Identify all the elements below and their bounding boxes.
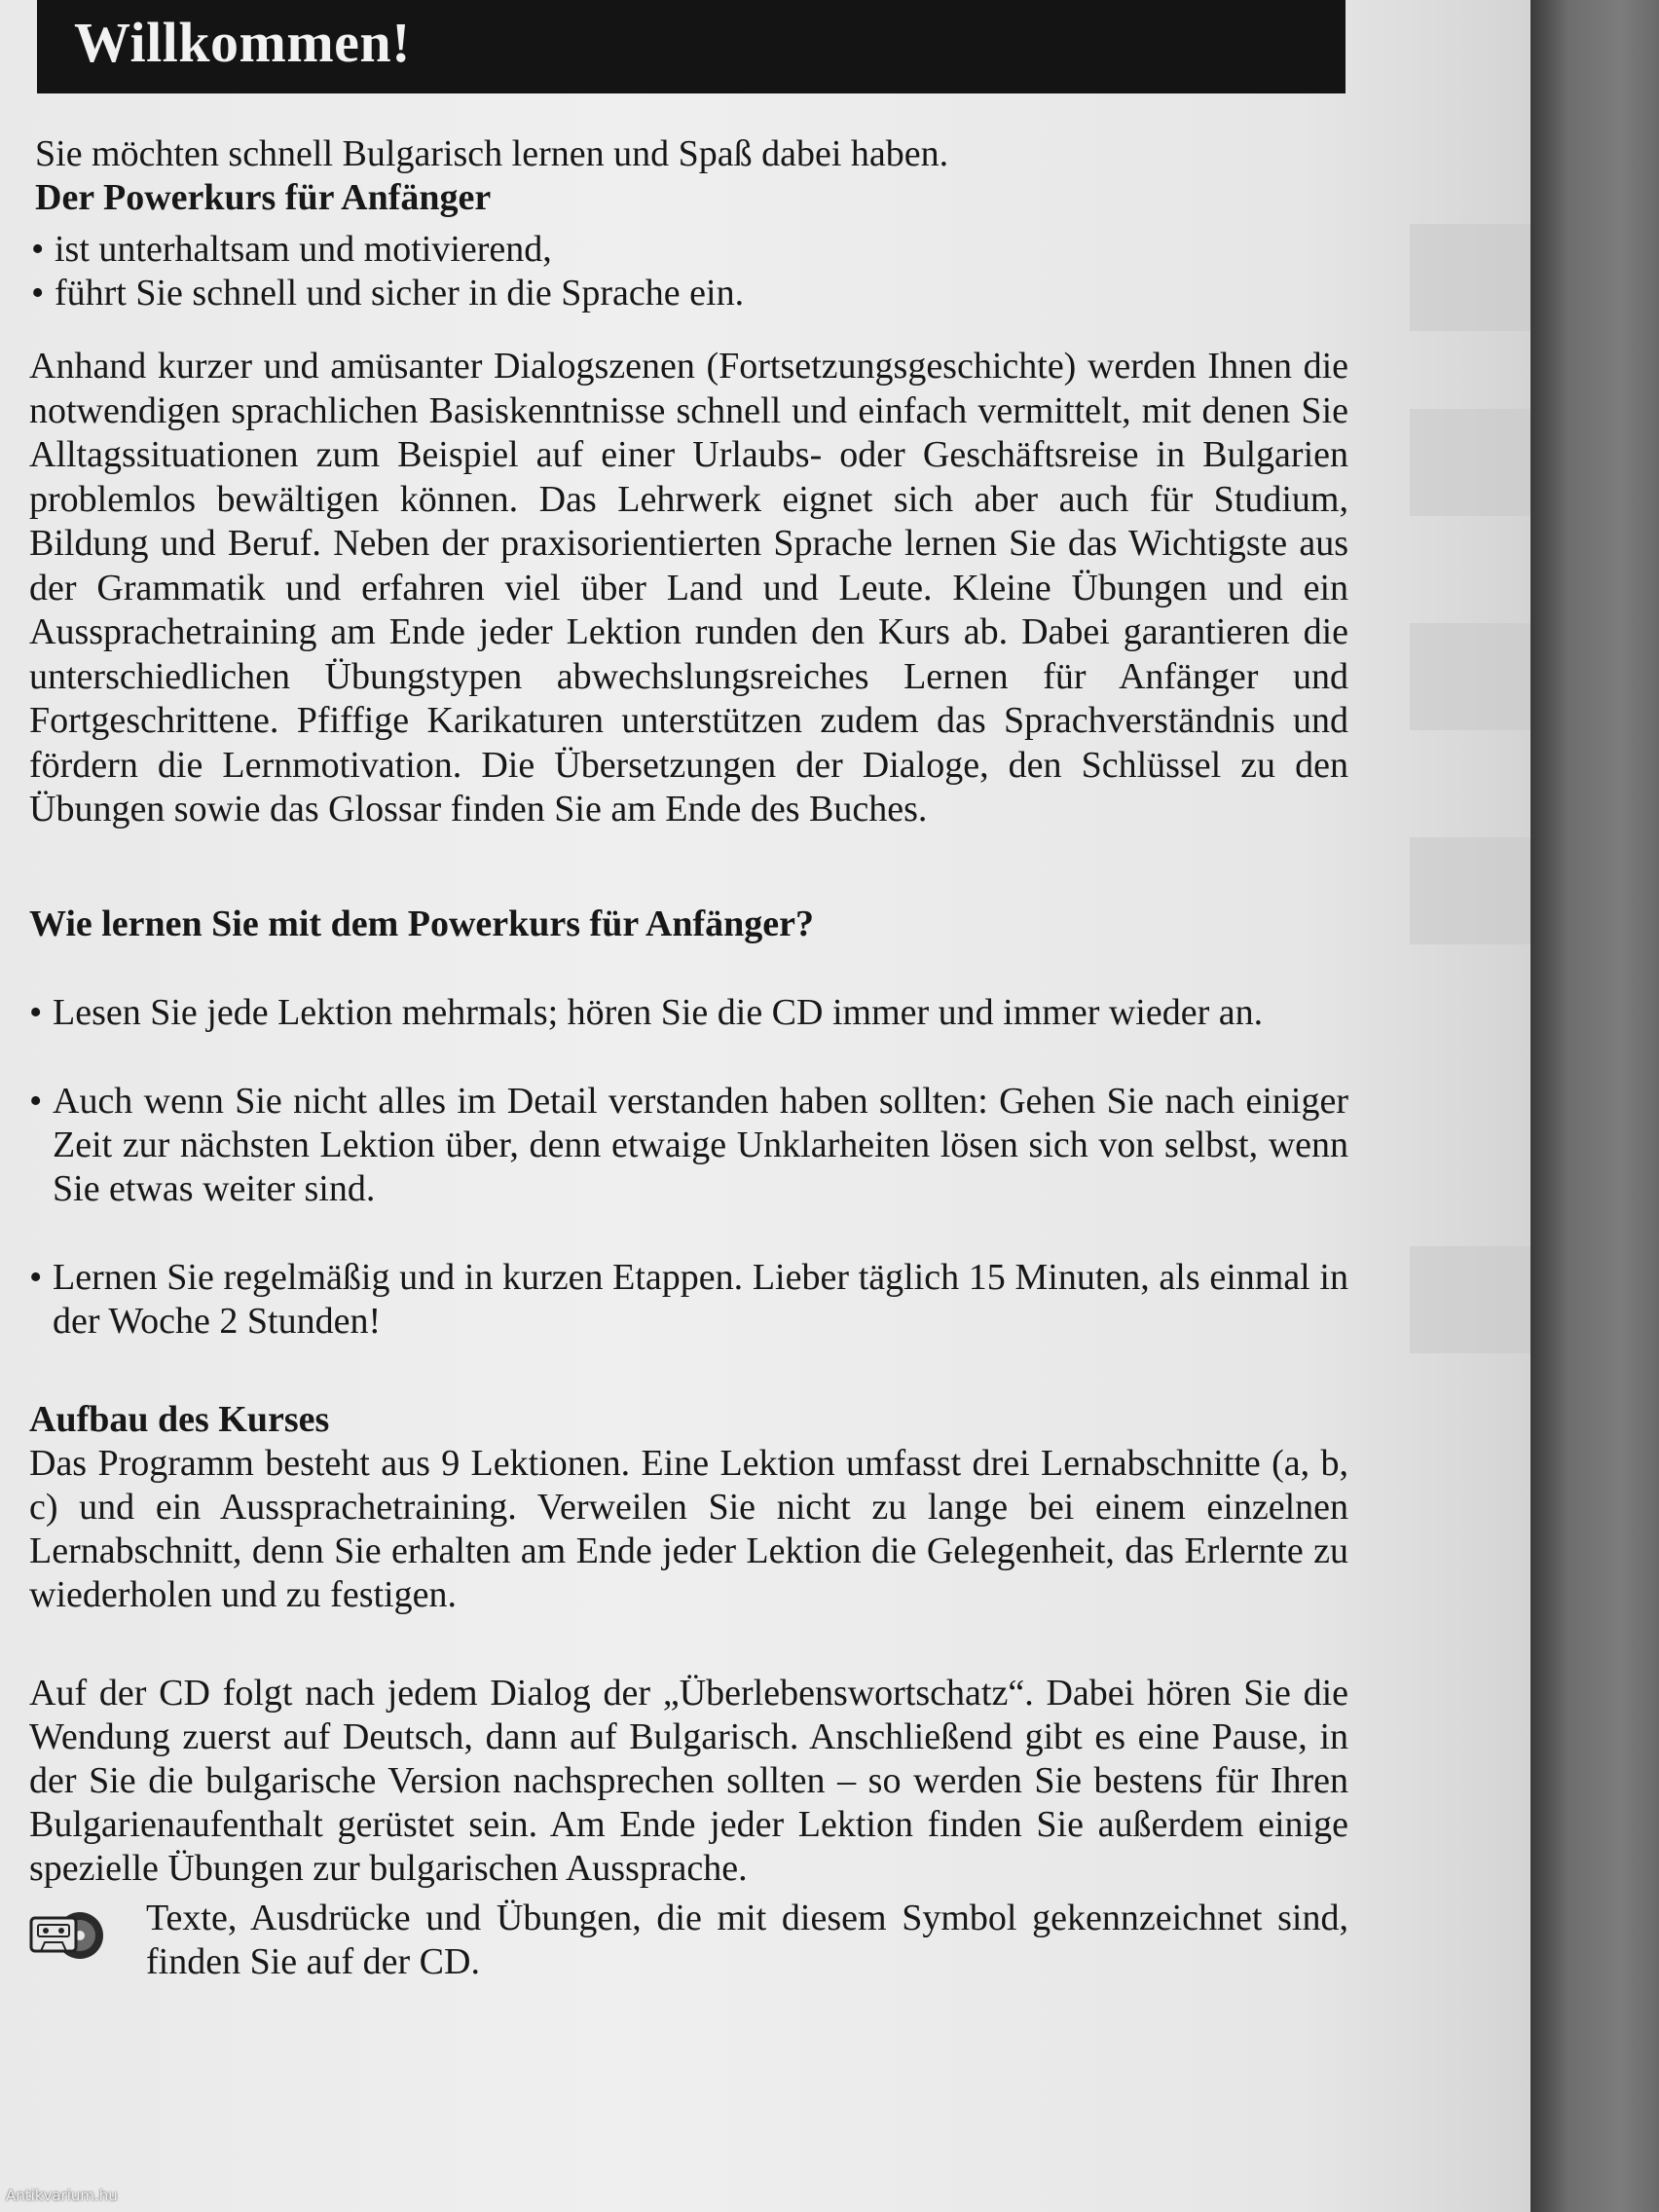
bleed-through-icon [1410, 837, 1530, 944]
bleed-through-icon [1410, 1246, 1530, 1353]
bleed-through-icon [1410, 409, 1530, 516]
intro-bullet-list [29, 228, 1348, 315]
how-bullet: • Lernen Sie regelmäßig und in kurzen Etappen. Lieber täglich 15 Minuten, als einmal in der Woche 2 Stunden! [29, 1256, 1348, 1344]
bleed-through-icon [1410, 623, 1530, 730]
intro-bullet: • ist unterhaltsam und motivierend, [29, 228, 1348, 272]
page-content [29, 132, 1348, 1990]
intro-line: Sie möchten schnell Bulgarisch lernen und Spaß dabei haben. [35, 133, 949, 174]
how-bullet: • Auch wenn Sie nicht alles im Detail verstanden haben sollten: Gehen Sie nach einiger Zeit zur nächsten Lektion über, denn etwaige Unklarheiten lösen sich von selbst, wenn Sie etwas weiter sind. [29, 1080, 1348, 1211]
bleed-through-icon [1410, 224, 1530, 331]
structure-paragraph: Das Programm besteht aus 9 Lektionen. Eine Lektion umfasst drei Lernabschnitte (a, b, c) und ein Aussprachetraining. Verweilen Sie nicht zu lange bei einem einzelnen Lernabschnitt, denn Sie erhalten am Ende jeder Lektion die Gelegenheit, das Erlernte zu wiederholen und zu festigen. [29, 1442, 1348, 1615]
intro-bullet: • führt Sie schnell und sicher in die Sprache ein. [29, 272, 1348, 315]
how-bullet: • Lesen Sie jede Lektion mehrmals; hören Sie die CD immer und immer wieder an. [29, 991, 1348, 1035]
structure-heading: Aufbau des Kurses [29, 1398, 330, 1440]
intro-subheading: Der Powerkurs für Anfänger [35, 177, 492, 218]
cd-note [29, 1897, 1348, 1990]
title-banner [37, 0, 1346, 93]
how-heading: Wie lernen Sie mit dem Powerkurs für Anfänger? [29, 903, 815, 944]
main-paragraph: Anhand kurzer und amüsanter Dialogszenen (Fortsetzungsgeschichte) werden Ihnen die notwendigen sprachlichen Basiskenntnisse schnell und einfach vermittelt, mit denen Sie Alltagssituationen zum Beispiel auf einer Urlaubs- oder Geschäftsreise in Bulgarien problemlos bewältigen können. Das Lehrwerk eignet sich aber auch für Studium, Bildung und Beruf. Neben der praxisorientierten Sprache lernen Sie das Wichtigste aus der Grammatik und erfahren viel über Land und Leute. Kleine Übungen und ein Aussprachetraining am Ende jeder Lektion runden den Kurs ab. Dabei garantieren die unterschiedlichen Übungstypen abwechslungsreiches Lernen für Anfänger und Fortgeschrittene. Pfiffige Karikaturen unterstützen zudem das Sprachverständnis und fördern die Lernmotivation. Die Übersetzungen der Dialoge, den Schlüssel zu den Übungen sowie das Glossar finden Sie am Ende des Buches. [29, 346, 1348, 830]
watermark: Antikvarium.hu [6, 2187, 118, 2204]
cd-paragraph: Auf der CD folgt nach jedem Dialog der „Überlebenswortschatz“. Dabei hören Sie die Wendung zuerst auf Deutsch, dann auf Bulgarisch. Anschließend gibt es eine Pause, in der Sie die bulgarische Version nachsprechen sollten – so werden Sie bestens für Ihren Bulgarienaufenthalt gerüstet sein. Am Ende jeder Lektion finden Sie außerdem einige spezielle Übungen zur bulgarischen Aussprache. [29, 1672, 1348, 1889]
cd-cassette-icon [29, 1908, 105, 1963]
page-title: Willkommen! [74, 11, 411, 74]
cd-note-text: Texte, Ausdrücke und Übungen, die mit diesem Symbol gekennzeichnet sind, finden Sie auf der CD. [146, 1897, 1348, 1982]
page-edge-shadow [1530, 0, 1659, 2212]
